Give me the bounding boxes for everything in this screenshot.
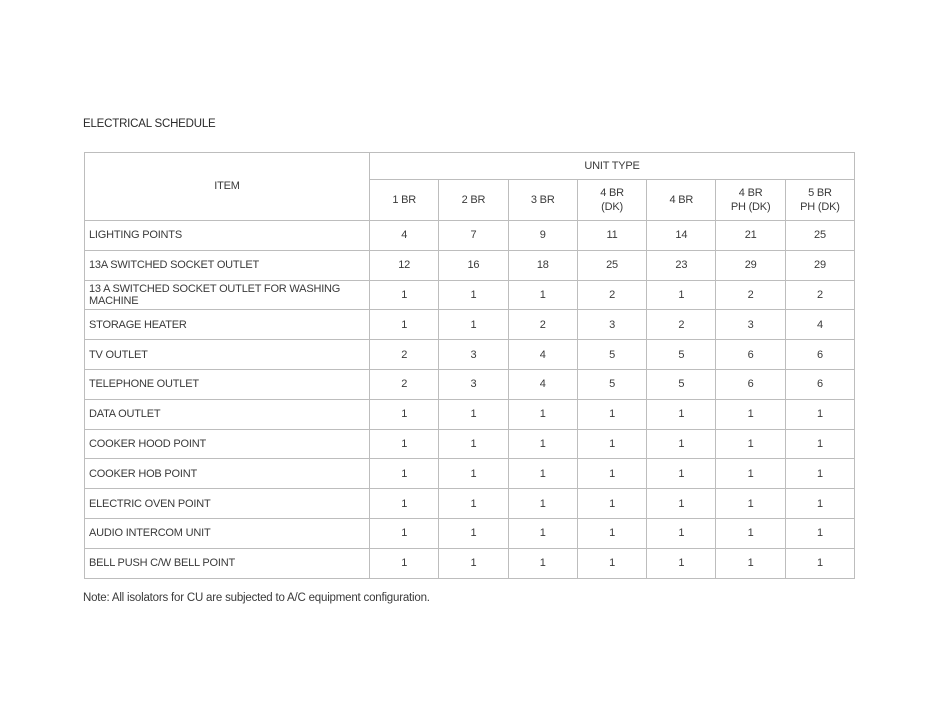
unit-type-label: (DK) xyxy=(601,201,623,213)
quantity-cell: 1 xyxy=(508,399,577,429)
quantity-cell: 1 xyxy=(439,429,508,459)
quantity-cell: 5 xyxy=(577,340,646,370)
quantity-cell: 1 xyxy=(508,459,577,489)
quantity-cell: 3 xyxy=(439,369,508,399)
quantity-cell: 1 xyxy=(716,399,785,429)
quantity-cell: 1 xyxy=(647,429,716,459)
quantity-cell: 1 xyxy=(439,280,508,310)
quantity-cell: 1 xyxy=(785,459,854,489)
item-name-cell: TV OUTLET xyxy=(85,340,370,370)
quantity-cell: 6 xyxy=(716,340,785,370)
quantity-cell: 1 xyxy=(370,489,439,519)
item-name-cell: LIGHTING POINTS xyxy=(85,221,370,251)
quantity-cell: 18 xyxy=(508,250,577,280)
quantity-cell: 1 xyxy=(716,489,785,519)
table-row xyxy=(85,280,855,310)
quantity-cell: 1 xyxy=(439,310,508,340)
item-name-cell: STORAGE HEATER xyxy=(85,310,370,340)
quantity-cell: 9 xyxy=(508,221,577,251)
unit-type-column-header xyxy=(439,180,508,221)
quantity-cell: 1 xyxy=(577,399,646,429)
item-name-cell: COOKER HOB POINT xyxy=(85,459,370,489)
quantity-cell: 1 xyxy=(508,518,577,548)
quantity-cell: 1 xyxy=(439,459,508,489)
quantity-cell: 1 xyxy=(785,548,854,578)
quantity-cell: 5 xyxy=(577,369,646,399)
quantity-cell: 1 xyxy=(439,399,508,429)
table-row xyxy=(85,250,855,280)
quantity-cell: 1 xyxy=(785,518,854,548)
table-body xyxy=(85,221,855,579)
quantity-cell: 1 xyxy=(439,548,508,578)
unit-type-label: 5 BR xyxy=(808,187,832,199)
quantity-cell: 6 xyxy=(785,340,854,370)
item-name-cell: AUDIO INTERCOM UNIT xyxy=(85,518,370,548)
unit-type-label: 1 BR xyxy=(392,194,416,206)
unit-type-label: PH (DK) xyxy=(800,201,840,213)
unit-type-label: 4 BR xyxy=(738,187,763,199)
quantity-cell: 6 xyxy=(785,369,854,399)
table-row xyxy=(85,221,855,251)
quantity-cell: 1 xyxy=(647,280,716,310)
table-row xyxy=(85,459,855,489)
quantity-cell: 4 xyxy=(508,369,577,399)
quantity-cell: 1 xyxy=(577,489,646,519)
unit-type-label: 4 BR xyxy=(600,187,624,199)
quantity-cell: 1 xyxy=(785,399,854,429)
quantity-cell: 1 xyxy=(716,459,785,489)
quantity-cell: 29 xyxy=(716,250,785,280)
schedule-title: ELECTRICAL SCHEDULE xyxy=(83,118,216,130)
quantity-cell: 1 xyxy=(508,489,577,519)
item-name-cell: TELEPHONE OUTLET xyxy=(85,369,370,399)
unit-type-column-header xyxy=(370,180,439,221)
quantity-cell: 1 xyxy=(370,518,439,548)
table-row xyxy=(85,369,855,399)
item-column-header xyxy=(85,153,370,221)
quantity-cell: 1 xyxy=(370,548,439,578)
quantity-cell: 25 xyxy=(785,221,854,251)
quantity-cell: 1 xyxy=(647,399,716,429)
quantity-cell: 1 xyxy=(716,548,785,578)
quantity-cell: 1 xyxy=(785,489,854,519)
quantity-cell: 2 xyxy=(370,340,439,370)
table-row xyxy=(85,518,855,548)
quantity-cell: 5 xyxy=(647,369,716,399)
quantity-cell: 1 xyxy=(508,280,577,310)
item-name-cell: DATA OUTLET xyxy=(85,399,370,429)
electrical-schedule-table xyxy=(84,152,855,579)
quantity-cell: 4 xyxy=(785,310,854,340)
unit-type-column-header xyxy=(647,180,716,221)
quantity-cell: 4 xyxy=(370,221,439,251)
unit-type-column-header xyxy=(577,180,646,221)
quantity-cell: 1 xyxy=(508,429,577,459)
unit-type-column-header xyxy=(508,180,577,221)
quantity-cell: 7 xyxy=(439,221,508,251)
table-row xyxy=(85,340,855,370)
table-row xyxy=(85,399,855,429)
quantity-cell: 2 xyxy=(785,280,854,310)
quantity-cell: 6 xyxy=(716,369,785,399)
quantity-cell: 3 xyxy=(439,340,508,370)
item-name-cell: 13 A SWITCHED SOCKET OUTLET FOR WASHING MACHINE xyxy=(85,280,370,310)
item-name-cell: ELECTRIC OVEN POINT xyxy=(85,489,370,519)
quantity-cell: 3 xyxy=(716,310,785,340)
quantity-cell: 2 xyxy=(508,310,577,340)
quantity-cell: 2 xyxy=(716,280,785,310)
quantity-cell: 1 xyxy=(370,459,439,489)
quantity-cell: 2 xyxy=(370,369,439,399)
table-row xyxy=(85,429,855,459)
quantity-cell: 1 xyxy=(716,518,785,548)
table-header xyxy=(85,153,855,221)
unit-type-column-header xyxy=(716,180,785,221)
quantity-cell: 1 xyxy=(370,280,439,310)
item-name-cell: BELL PUSH C/W BELL POINT xyxy=(85,548,370,578)
quantity-cell: 5 xyxy=(647,340,716,370)
quantity-cell: 1 xyxy=(370,399,439,429)
quantity-cell: 1 xyxy=(647,489,716,519)
quantity-cell: 1 xyxy=(370,310,439,340)
quantity-cell: 4 xyxy=(508,340,577,370)
quantity-cell: 1 xyxy=(577,548,646,578)
item-header-label: ITEM xyxy=(214,179,240,192)
quantity-cell: 1 xyxy=(577,518,646,548)
quantity-cell: 3 xyxy=(577,310,646,340)
quantity-cell: 1 xyxy=(370,429,439,459)
quantity-cell: 29 xyxy=(785,250,854,280)
unit-type-label: 2 BR xyxy=(461,194,486,206)
quantity-cell: 1 xyxy=(508,548,577,578)
quantity-cell: 25 xyxy=(577,250,646,280)
quantity-cell: 14 xyxy=(647,221,716,251)
footnote: Note: All isolators for CU are subjected to A/C equipment configuration. xyxy=(83,592,430,604)
quantity-cell: 1 xyxy=(439,518,508,548)
header-row-top xyxy=(85,153,855,180)
quantity-cell: 21 xyxy=(716,221,785,251)
quantity-cell: 1 xyxy=(647,548,716,578)
quantity-cell: 12 xyxy=(370,250,439,280)
quantity-cell: 11 xyxy=(577,221,646,251)
unit-type-column-header xyxy=(785,180,854,221)
quantity-cell: 2 xyxy=(647,310,716,340)
quantity-cell: 2 xyxy=(577,280,646,310)
quantity-cell: 1 xyxy=(647,518,716,548)
table-row xyxy=(85,310,855,340)
table-row xyxy=(85,489,855,519)
quantity-cell: 1 xyxy=(785,429,854,459)
unit-type-label: 4 BR xyxy=(669,194,694,206)
item-name-cell: 13A SWITCHED SOCKET OUTLET xyxy=(85,250,370,280)
unit-type-label: 3 BR xyxy=(530,194,555,206)
unit-type-header: UNIT TYPE xyxy=(370,153,855,180)
table-row xyxy=(85,548,855,578)
quantity-cell: 16 xyxy=(439,250,508,280)
quantity-cell: 23 xyxy=(647,250,716,280)
unit-type-label: PH (DK) xyxy=(730,201,771,213)
quantity-cell: 1 xyxy=(647,459,716,489)
item-name-cell: COOKER HOOD POINT xyxy=(85,429,370,459)
quantity-cell: 1 xyxy=(716,429,785,459)
quantity-cell: 1 xyxy=(439,489,508,519)
quantity-cell: 1 xyxy=(577,429,646,459)
quantity-cell: 1 xyxy=(577,459,646,489)
